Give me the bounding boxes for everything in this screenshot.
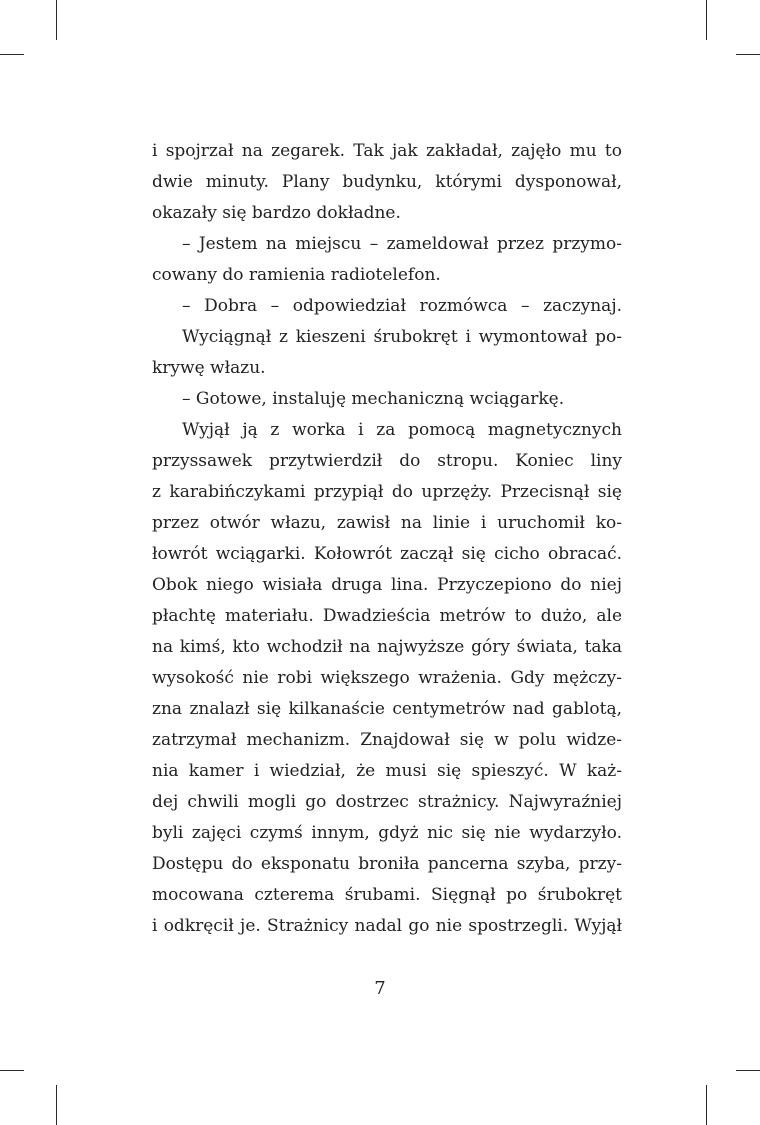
text-line: płachtę materiału. Dwadzieścia metrów to dużo, ale [152,606,622,626]
text-line: i odkręcił je. Strażnicy nadal go nie spostrzegli. Wyjął [152,916,622,936]
text-line: krywę włazu. [152,358,266,378]
text-line: na kimś, kto wchodził na najwyższe góry świata, taka [152,637,622,657]
text-line: przyssawek przytwierdził do stropu. Koniec liny [152,451,622,471]
crop-mark-right-top [736,54,760,55]
crop-mark-bottom-right [706,1085,707,1125]
crop-mark-bottom-left [56,1085,57,1125]
text-line: łowrót wciągarki. Kołowrót zaczął się cicho obracać. [152,544,622,564]
text-line: zna znalazł się kilkanaście centymetrów nad gablotą, [152,699,622,719]
text-line: i spojrzał na zegarek. Tak jak zakładał, zajęło mu to [152,141,622,161]
text-line: byli zajęci czymś innym, gdyż nic się nie wydarzyło. [152,823,622,843]
text-line: dwie minuty. Plany budynku, którymi dysponował, [152,172,622,192]
text-line: z karabińczykami przypiął do uprzęży. Przecisnął się [152,482,622,502]
text-line: przez otwór włazu, zawisł na linie i uruchomił ko- [152,513,622,533]
crop-mark-right-bottom [736,1070,760,1071]
text-line: okazały się bardzo dokładne. [152,203,401,223]
crop-mark-left-bottom [0,1070,24,1071]
text-line: – Gotowe, instaluję mechaniczną wciągarkę. [182,389,565,409]
crop-mark-top-left [56,0,57,40]
text-line: – Jestem na miejscu – zameldował przez przymo- [182,234,622,254]
text-line: Obok niego wisiała druga lina. Przyczepiono do niej [152,575,622,595]
crop-mark-top-right [706,0,707,40]
text-line: mocowana czterema śrubami. Sięgnął po śrubokręt [152,885,622,905]
text-line: nia kamer i wiedział, że musi się spieszyć. W każ- [152,761,622,781]
crop-mark-left-top [0,54,24,55]
text-line: – Dobra – odpowiedział rozmówca – zaczynaj. [182,296,622,316]
text-line: Wyjął ją z worka i za pomocą magnetycznych [182,420,622,440]
text-line: cowany do ramienia radiotelefon. [152,265,441,285]
text-line: dej chwili mogli go dostrzec strażnicy. Najwyraźniej [152,792,622,812]
text-line: Wyciągnął z kieszeni śrubokręt i wymontował po- [182,327,622,347]
text-line: Dostępu do eksponatu broniła pancerna szyba, przy- [152,854,622,874]
text-line: zatrzymał mechanizm. Znajdował się w polu widze- [152,730,622,750]
text-line: wysokość nie robi większego wrażenia. Gdy mężczy- [152,668,622,688]
body-text [152,136,622,942]
page-number: 7 [374,978,386,999]
